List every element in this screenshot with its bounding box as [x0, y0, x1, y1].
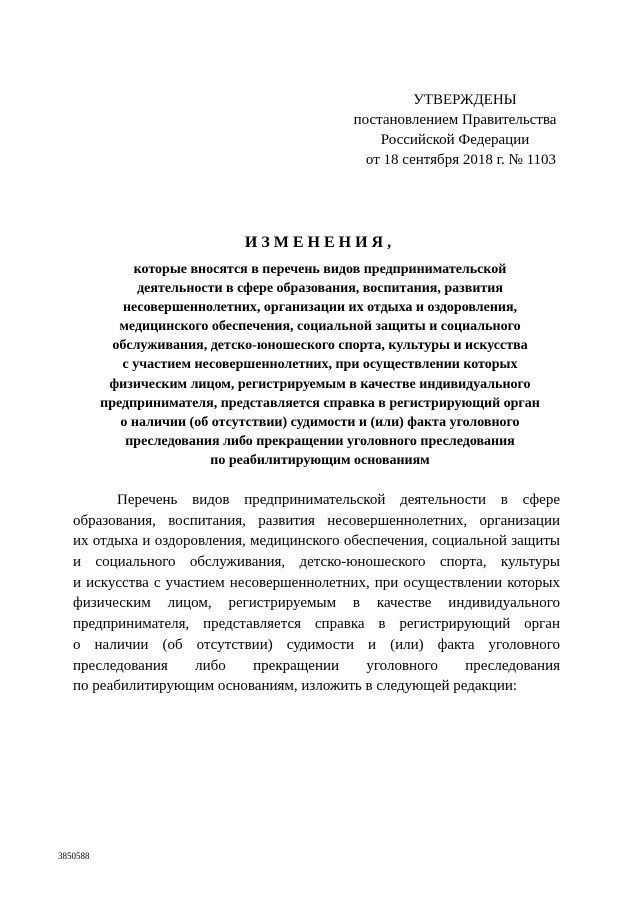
- subheading-line: по реабилитирующим основаниям: [210, 452, 430, 468]
- subheading-line: о наличии (об отсутствии) судимости и (или) факта уголовного: [120, 414, 520, 430]
- paragraph-line: их отдыха и оздоровления, медицинского обеспечения, социальной защиты: [73, 533, 560, 550]
- subheading-line: обслуживания, детско-юношеского спорта, культуры и искусства: [112, 338, 528, 354]
- decree-date-number: от 18 сентября 2018 г. № 1103: [365, 152, 557, 168]
- subheading-line: предпринимателя, представляется справка в регистрирующий орган: [100, 395, 540, 411]
- paragraph-line: и социального обслуживания, детско-юношеского спорта, культуры: [73, 554, 560, 571]
- subheading-line: деятельности в сфере образования, воспитания, развития: [137, 281, 503, 297]
- subheading-line: преследования либо прекращении уголовного преследования: [125, 433, 515, 449]
- document-subheading: [78, 260, 562, 470]
- document-code: 3850588: [58, 851, 90, 861]
- paragraph-line: и искусства с участием несовершеннолетних, при осуществлении которых: [73, 574, 560, 591]
- approval-stamp: [340, 90, 570, 170]
- body-paragraph: [73, 490, 560, 697]
- subheading-line: физическим лицом, регистрируемым в качестве индивидуального: [109, 376, 531, 392]
- subheading-line: которые вносятся в перечень видов предпринимательской: [133, 262, 507, 277]
- approval-country: Российской Федерации: [380, 132, 530, 148]
- subheading-line: медицинского обеспечения, социальной защиты и социального: [119, 319, 521, 335]
- document-heading: ИЗМЕНЕНИЯ,: [244, 234, 396, 251]
- paragraph-line: по реабилитирующим основаниям, изложить в следующей редакции:: [73, 678, 518, 695]
- paragraph-line: о наличии (об отсутствии) судимости и (или) факта уголовного: [73, 636, 560, 653]
- approved-title: УТВЕРЖДЕНЫ: [413, 92, 517, 108]
- subheading-line: с участием несовершеннолетних, при осуществлении которых: [122, 357, 518, 373]
- paragraph-line: образования, воспитания, развития несовершеннолетних, организации: [73, 512, 560, 529]
- approval-authority: постановлением Правительства: [353, 112, 557, 128]
- paragraph-line: предпринимателя, представляется справка в регистрирующий орган: [73, 616, 560, 633]
- paragraph-line: преследования либо прекращении уголовного преследования: [73, 657, 560, 674]
- paragraph-line: Перечень видов предпринимательской деятельности в сфере: [117, 492, 560, 508]
- subheading-line: несовершеннолетних, организации их отдыха и оздоровления,: [122, 300, 518, 316]
- paragraph-line: физическим лицом, регистрируемым в качестве индивидуального: [73, 595, 560, 612]
